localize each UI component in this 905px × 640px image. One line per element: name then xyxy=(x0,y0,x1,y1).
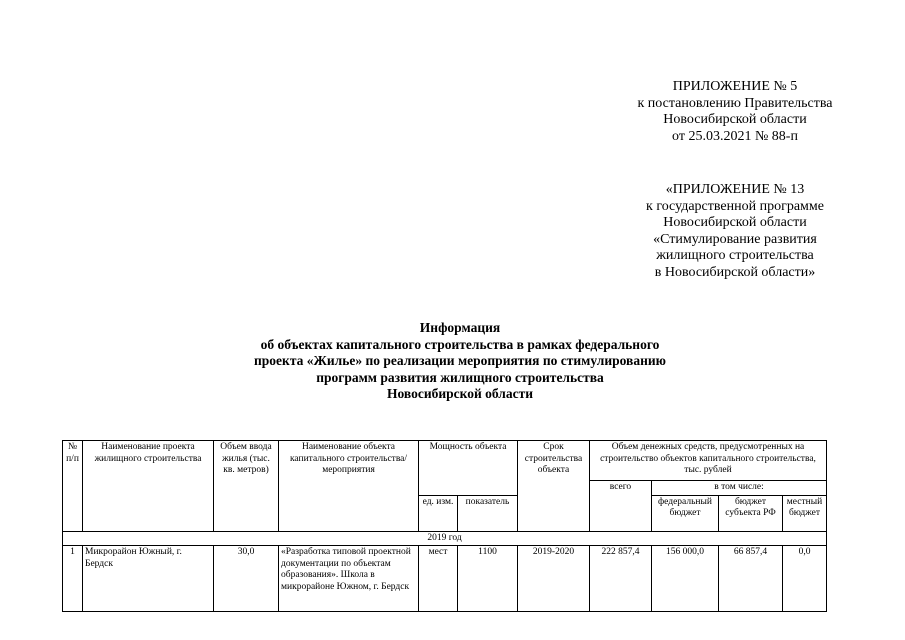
cell-project-name: Микрорайон Южный, г. Бердск xyxy=(83,546,214,612)
header-capacity-unit: ед. изм. xyxy=(419,495,458,531)
cell-total: 222 857,4 xyxy=(590,546,652,612)
appendix-13-line: жилищного строительства xyxy=(656,248,814,263)
title-line: об объектах капитального строительства в рамках федерального xyxy=(260,336,660,352)
cell-object-name: «Разработка типовой проектной документации по объектам образования». Школа в микрорайоне Южном, г. Бердск xyxy=(279,546,419,612)
header-subject: бюджет субъекта РФ xyxy=(719,495,783,531)
header-object-name: Наименование объекта капитального строительства/мероприятия xyxy=(279,441,419,532)
appendix-5-line: к постановлению Правительства xyxy=(637,95,833,111)
header-housing-volume: Объем ввода жилья (тыс. кв. метров) xyxy=(214,441,279,532)
cell-federal: 156 000,0 xyxy=(652,546,719,612)
appendix-13-line: к государственной программе xyxy=(646,198,824,214)
appendix-13-line: Новосибирской области xyxy=(663,215,807,230)
header-funding-including: в том числе: xyxy=(652,481,827,496)
title-line: проекта «Жилье» по реализации мероприятия по стимулированию xyxy=(254,353,666,368)
appendix-13-line: в Новосибирской области» xyxy=(654,264,816,280)
header-num: № п/п xyxy=(63,441,83,532)
table-row xyxy=(63,546,827,612)
header-local: местный бюджет xyxy=(783,495,827,531)
header-project-name: Наименование проекта жилищного строительства xyxy=(83,441,214,532)
header-federal: федеральный бюджет xyxy=(652,495,719,531)
title-line: Информация xyxy=(419,320,501,335)
document-title xyxy=(150,320,770,403)
cell-subject: 66 857,4 xyxy=(719,546,783,612)
header-term: Срок строительства объекта xyxy=(518,441,590,532)
title-line: Новосибирской области xyxy=(386,386,534,401)
cell-unit: мест xyxy=(419,546,458,612)
appendix-5-line: от 25.03.2021 № 88-п xyxy=(672,128,798,144)
cell-term: 2019-2020 xyxy=(518,546,590,612)
header-capacity: Мощность объекта xyxy=(419,441,518,496)
header-funding: Объем денежных средств, предусмотренных на строительство объектов капитального строительства, тыс. рублей xyxy=(590,441,827,481)
cell-housing-volume: 30,0 xyxy=(214,546,279,612)
header-capacity-value: показатель xyxy=(458,495,518,531)
cell-num: 1 xyxy=(63,546,83,612)
appendix-13-line: «ПРИЛОЖЕНИЕ № 13 xyxy=(665,182,805,197)
appendix-13-line: «Стимулирование развития xyxy=(653,231,817,247)
appendix-13-header xyxy=(590,182,880,281)
appendix-5-line: Новосибирской области xyxy=(663,112,807,127)
title-line: программ развития жилищного строительства xyxy=(316,369,604,385)
appendix-5-header xyxy=(590,79,880,145)
cell-local: 0,0 xyxy=(783,546,827,612)
appendix-5-line: ПРИЛОЖЕНИЕ № 5 xyxy=(672,79,798,94)
cell-value: 1100 xyxy=(458,546,518,612)
objects-table xyxy=(62,440,827,612)
header-funding-total: всего xyxy=(590,481,652,532)
year-row: 2019 год xyxy=(63,531,827,546)
